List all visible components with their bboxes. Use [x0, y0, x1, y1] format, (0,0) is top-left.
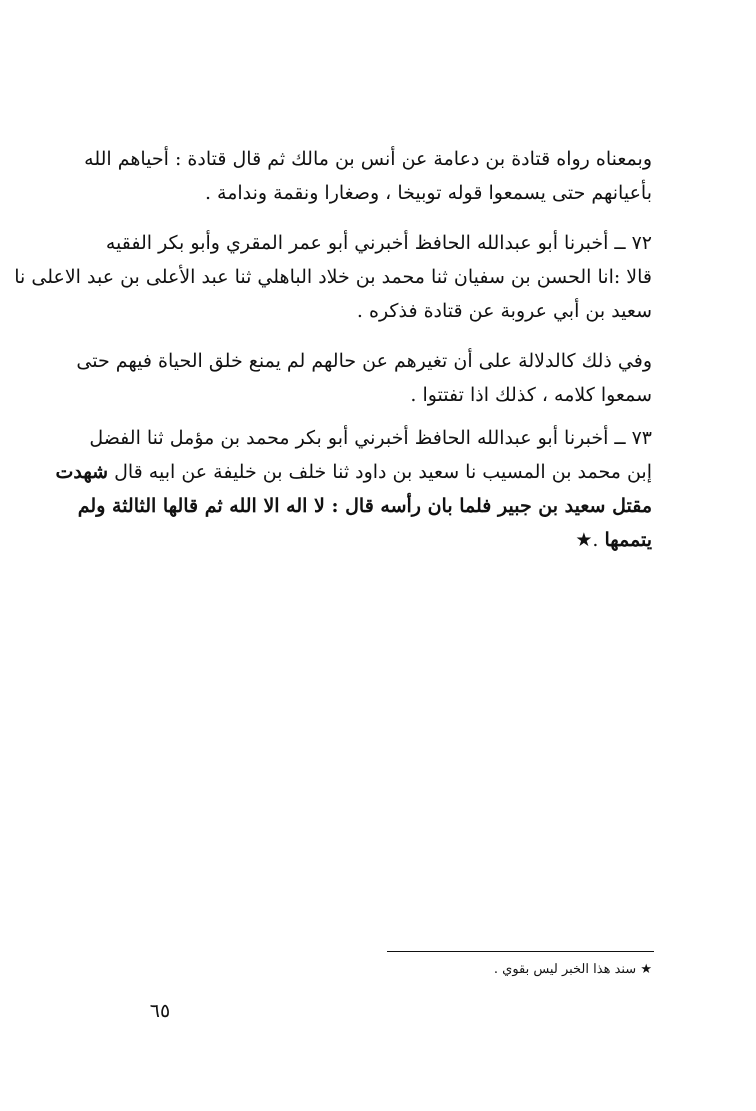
text-line [82, 523, 652, 557]
text-line: قالا :انا الحسن بن سفيان ثنا محمد بن خلاد الباهلي ثنا عبد الأعلى بن عبد الاعلى نا [14, 266, 652, 288]
text-line: بأعيانهم حتى يسمعوا قوله توبيخا ، وصغارا ونقمة وندامة . [204, 182, 652, 204]
paragraph-commentary [76, 344, 652, 412]
text-line: سمعوا كلامه ، كذلك اذا تفتتوا . [410, 384, 652, 406]
paragraph-hadith-72 [14, 226, 652, 328]
text-line: ٧٣ ــ أخبرنا أبو عبدالله الحافظ أخبرني أبو بكر محمد بن مؤمل ثنا الفضل [89, 427, 652, 449]
text-line: وفي ذلك كالدلالة على أن تغيرهم عن حالهم لم يمنع خلق الحياة فيهم حتى [76, 350, 652, 372]
footnote: ★ سند هذا الخبر ليس بقوي . [493, 962, 652, 977]
paragraph-hadith-73 [55, 421, 652, 557]
text-line: ٧٢ ــ أخبرنا أبو عبدالله الحافظ أخبرني أبو عمر المقري وأبو بكر الفقيه [105, 232, 652, 254]
page-number: ٦٥ [149, 1000, 171, 1022]
paragraph-qatada-narration [82, 142, 652, 210]
text-line [55, 455, 652, 489]
bold-text-line: مقتل سعيد بن جبير فلما بان رأسه قال : لا اله الا الله ثم قالها الثالثة ولم [77, 495, 652, 517]
bold-text-segment: شهدت [55, 461, 109, 483]
text-segment: إبن محمد بن المسيب نا سعيد بن داود ثنا خلف بن خليفة عن ابيه قال [108, 461, 652, 483]
footnote-divider [387, 951, 654, 952]
bold-text-segment: يتممها [604, 529, 652, 551]
footnote-marker: .★ [575, 529, 605, 551]
text-line: وبمعناه رواه قتادة بن دعامة عن أنس بن مالك ثم قال قتادة : أحياهم الله [84, 148, 652, 170]
text-line: سعيد بن أبي عروبة عن قتادة فذكره . [356, 300, 652, 322]
